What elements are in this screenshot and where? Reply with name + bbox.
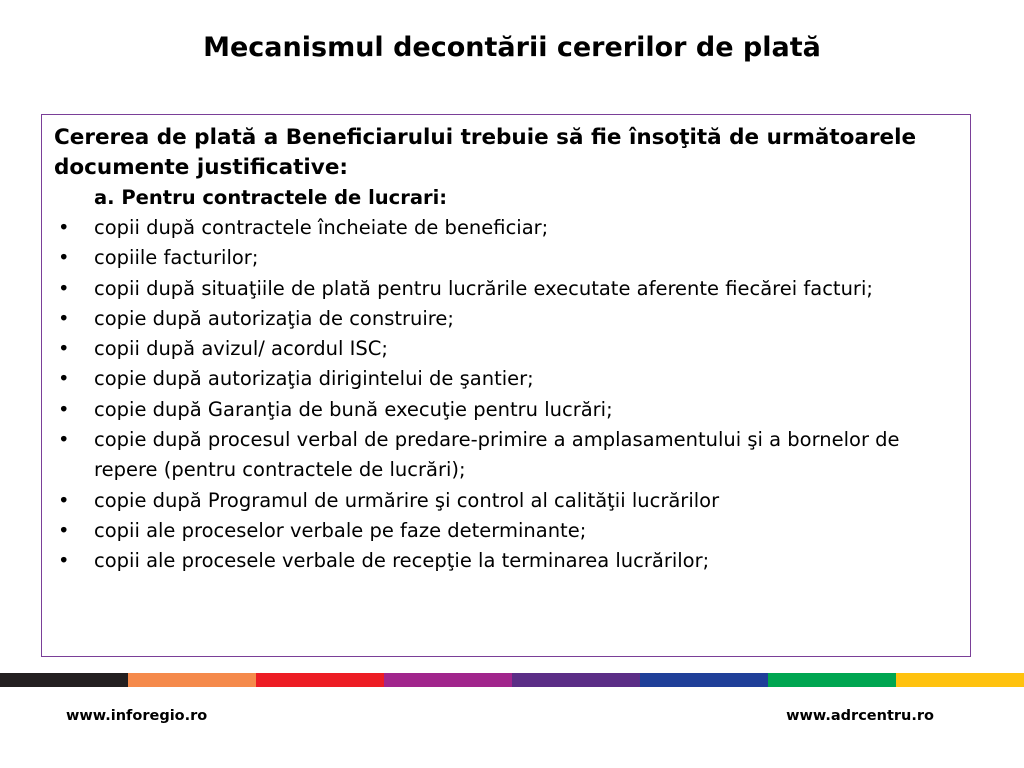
bullet-icon: • xyxy=(58,367,70,391)
list-item xyxy=(54,304,960,334)
document-list xyxy=(54,213,960,577)
color-bar-segment xyxy=(512,673,640,687)
brand-color-bar xyxy=(0,673,1024,687)
footer-link-adrcentru[interactable]: www.adrcentru.ro xyxy=(786,708,934,724)
list-item-text: copie după autorizaţia dirigintelui de şantier; xyxy=(94,367,534,391)
bullet-icon: • xyxy=(58,397,70,421)
intro-text: Cererea de plată a Beneficiarului trebuie să fie însoţită de următoarele documente justificative: xyxy=(54,125,917,180)
color-bar-segment xyxy=(768,673,896,687)
color-bar-segment xyxy=(0,673,128,687)
bullet-icon: • xyxy=(58,549,70,573)
bullet-icon: • xyxy=(58,306,70,330)
list-item xyxy=(54,243,960,273)
list-item xyxy=(54,334,960,364)
bullet-icon: • xyxy=(58,246,70,270)
list-item xyxy=(54,425,960,486)
color-bar-segment xyxy=(384,673,512,687)
list-item xyxy=(54,364,960,394)
list-item-text: copii ale proceselor verbale pe faze determinante; xyxy=(94,518,587,542)
list-item xyxy=(54,395,960,425)
list-item-text: copie după procesul verbal de predare-primire a amplasamentului şi a bornelor de repere (pentru contractele de lucrări); xyxy=(94,428,900,482)
color-bar-segment xyxy=(896,673,1024,687)
slide-title: Mecanismul decontării cererilor de plată xyxy=(203,32,821,63)
list-item-text: copii ale procesele verbale de recepţie la terminarea lucrărilor; xyxy=(94,549,710,573)
color-bar-segment xyxy=(128,673,256,687)
content-box xyxy=(41,114,971,657)
list-item-text: copie după autorizaţia de construire; xyxy=(94,306,454,330)
list-item-text: copii după contractele încheiate de beneficiar; xyxy=(94,216,549,239)
subheading: a. Pentru contractele de lucrari: xyxy=(94,186,448,209)
bullet-icon: • xyxy=(58,428,70,452)
bullet-icon: • xyxy=(58,518,70,542)
list-item xyxy=(54,213,960,243)
bullet-icon: • xyxy=(58,337,70,361)
list-item-text: copie după Garanţia de bună execuţie pentru lucrări; xyxy=(94,397,613,421)
bullet-icon: • xyxy=(58,276,70,300)
list-item xyxy=(54,516,960,546)
color-bar-segment xyxy=(256,673,384,687)
list-item xyxy=(54,486,960,516)
list-item-text: copii după avizul/ acordul ISC; xyxy=(94,337,388,361)
bullet-icon: • xyxy=(58,488,70,512)
list-item xyxy=(54,546,960,576)
list-item-text: copiile facturilor; xyxy=(94,246,259,270)
footer-link-inforegio[interactable]: www.inforegio.ro xyxy=(66,708,208,724)
list-item-text: copii după situaţiile de plată pentru lucrările executate aferente fiecărei facturi; xyxy=(94,276,873,300)
list-item-text: copie după Programul de urmărire şi control al calităţii lucrărilor xyxy=(94,488,720,512)
list-item xyxy=(54,274,960,304)
color-bar-segment xyxy=(640,673,768,687)
bullet-icon: • xyxy=(58,216,70,239)
